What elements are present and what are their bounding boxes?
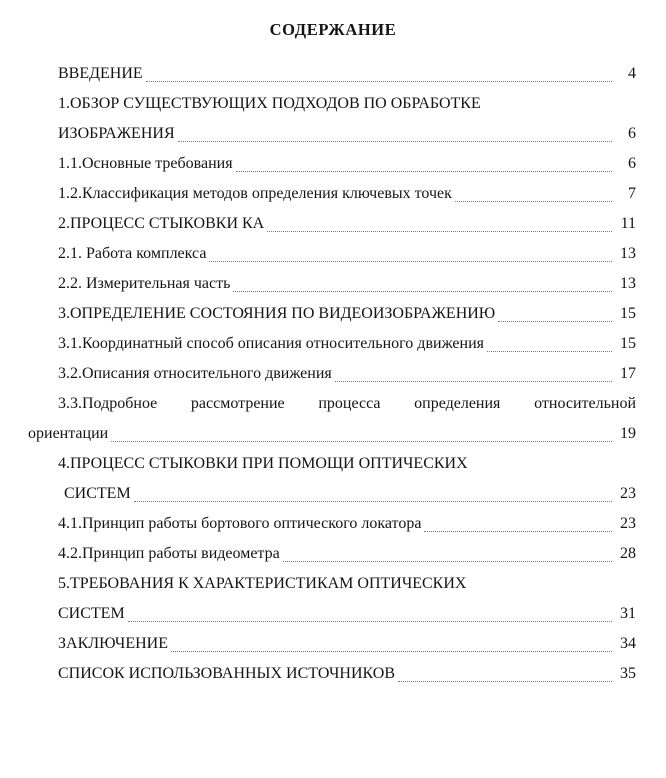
toc-entry[interactable] — [58, 306, 636, 322]
toc-leader — [233, 279, 612, 292]
toc-entry[interactable] — [58, 546, 636, 562]
toc-leader — [178, 129, 612, 142]
toc-entry-label: 1.1.Основные требования — [58, 155, 233, 172]
toc-leader — [236, 159, 612, 172]
toc-entry[interactable] — [58, 66, 636, 82]
toc-entry-label: ориентации — [28, 425, 109, 442]
toc-entry[interactable] — [58, 246, 636, 262]
toc-leader — [128, 609, 612, 622]
toc-entry-page: 19 — [620, 425, 636, 442]
toc-leader — [455, 189, 612, 202]
toc-leader — [267, 219, 612, 232]
toc-entry-page: 34 — [620, 635, 636, 652]
toc-entry[interactable] — [58, 606, 636, 622]
toc-entry-label: 2.ПРОЦЕСС СТЫКОВКИ КА — [58, 215, 265, 232]
toc-entry-page: 15 — [620, 305, 636, 322]
toc-entry-label: 2.2. Измерительная часть — [58, 275, 231, 292]
toc-leader — [335, 369, 612, 382]
toc-entry[interactable] — [58, 516, 636, 532]
toc-entry-label: 1.ОБЗОР СУЩЕСТВУЮЩИХ ПОДХОДОВ ПО ОБРАБОТКЕ — [58, 95, 481, 112]
toc-leader — [134, 489, 612, 502]
toc-entry-label: 4.2.Принцип работы видеометра — [58, 545, 280, 562]
toc-entry-page: 35 — [620, 665, 636, 682]
toc-entry-label: СПИСОК ИСПОЛЬЗОВАННЫХ ИСТОЧНИКОВ — [58, 665, 396, 682]
toc-entry-label: 4.1.Принцип работы бортового оптического локатора — [58, 515, 422, 532]
toc-leader — [487, 339, 612, 352]
toc-entry-label: СИСТЕМ — [58, 605, 125, 622]
toc-entry[interactable] — [58, 336, 636, 352]
toc-entry-label: 5.ТРЕБОВАНИЯ К ХАРАКТЕРИСТИКАМ ОПТИЧЕСКИХ — [58, 575, 467, 592]
toc-entry[interactable] — [58, 126, 636, 142]
toc-entry-page: 23 — [620, 485, 636, 502]
toc-entry[interactable] — [58, 666, 636, 682]
toc-leader — [283, 549, 612, 562]
toc-leader — [209, 249, 612, 262]
toc-entry-page: 17 — [620, 365, 636, 382]
toc-entry-page: 11 — [620, 215, 636, 232]
toc-entry-page: 28 — [620, 545, 636, 562]
toc-entry-label: ИЗОБРАЖЕНИЯ — [58, 125, 175, 142]
toc-entry-page: 23 — [620, 515, 636, 532]
toc-entry-label: ВВЕДЕНИЕ — [58, 65, 143, 82]
toc-entry[interactable] — [58, 366, 636, 382]
toc-entry-page: 4 — [628, 65, 636, 82]
toc-entry[interactable] — [58, 486, 636, 502]
toc-leader — [171, 639, 612, 652]
toc-entry[interactable] — [58, 456, 636, 472]
toc-entry-label: 3.3.Подробное рассмотрение процесса определения относительной — [58, 395, 636, 412]
toc-leader — [498, 309, 612, 322]
toc-entry[interactable] — [58, 156, 636, 172]
toc-entry-page: 6 — [628, 125, 636, 142]
toc-entry-page: 7 — [628, 185, 636, 202]
toc-entry-label: ЗАКЛЮЧЕНИЕ — [58, 635, 168, 652]
toc-leader — [484, 100, 612, 112]
toc-leader — [398, 669, 612, 682]
toc-entry-page: 13 — [620, 275, 636, 292]
toc-leader — [424, 519, 612, 532]
toc-entry[interactable] — [28, 426, 636, 442]
toc-entry[interactable] — [58, 636, 636, 652]
page-title: СОДЕРЖАНИЕ — [269, 20, 397, 39]
toc-entry-page: 13 — [620, 245, 636, 262]
toc-entry[interactable] — [58, 576, 636, 592]
toc-entry-label: СИСТЕМ — [64, 485, 131, 502]
toc-entry-label: 2.1. Работа комплекса — [58, 245, 207, 262]
toc-entry[interactable] — [58, 276, 636, 292]
toc-entry-label: 3.2.Описания относительного движения — [58, 365, 332, 382]
toc-entry[interactable] — [58, 396, 636, 412]
toc-entry-label: 3.ОПРЕДЕЛЕНИЕ СОСТОЯНИЯ ПО ВИДЕОИЗОБРАЖЕНИЮ — [58, 305, 496, 322]
toc-entry-page: 6 — [628, 155, 636, 172]
toc-entry-label: 1.2.Классификация методов определения ключевых точек — [58, 185, 452, 202]
toc-entry[interactable] — [58, 186, 636, 202]
toc-leader — [146, 69, 612, 82]
toc-leader — [469, 580, 612, 592]
toc-entry-label: 4.ПРОЦЕСС СТЫКОВКИ ПРИ ПОМОЩИ ОПТИЧЕСКИХ — [58, 455, 468, 472]
document-page — [0, 20, 666, 778]
table-of-contents — [0, 66, 666, 682]
toc-entry-page: 31 — [620, 605, 636, 622]
toc-entry[interactable] — [58, 96, 636, 112]
toc-leader — [111, 429, 612, 442]
toc-leader — [471, 460, 612, 472]
toc-entry[interactable] — [58, 216, 636, 232]
toc-entry-label: 3.1.Координатный способ описания относительного движения — [58, 335, 484, 352]
toc-entry-page: 15 — [620, 335, 636, 352]
